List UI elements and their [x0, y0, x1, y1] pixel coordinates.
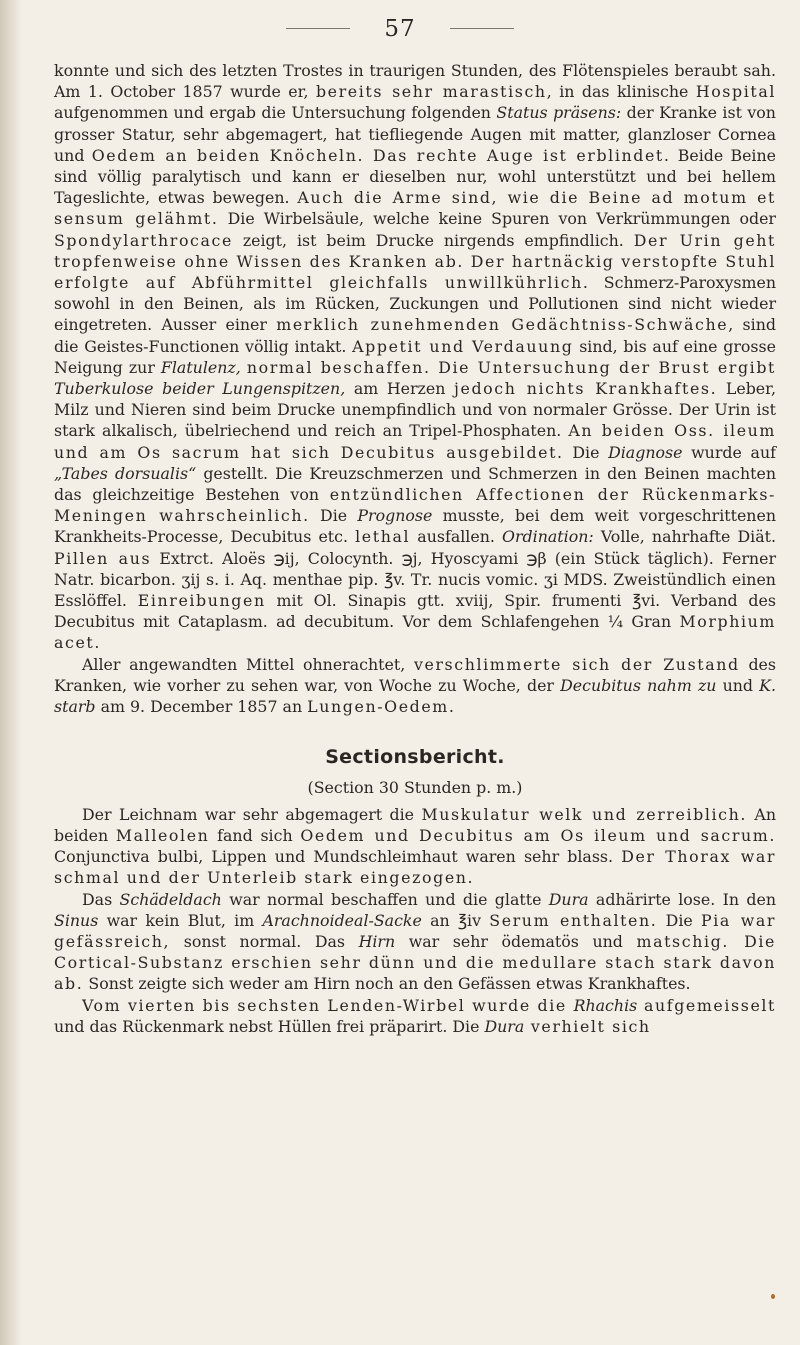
paragraph-autopsy-spine: Vom vierten bis sechsten Lenden-Wirbel wurde die Rhachis aufgemeisselt und das Rückenmark nebst Hüllen frei präparirt. Die Dura verhielt sich [54, 995, 776, 1036]
ink-spot [771, 1294, 775, 1299]
paragraph-autopsy-skull: Das Schädeldach war normal beschaffen und die glatte Dura adhärirte lose. In den Sinus war kein Blut, im Arachnoideal-Sacke an ℥iv Serum enthalten. Die Pia war gefässreich, sonst normal. Das Hirn war sehr ödematös und matschig. Die Cortical-Substanz erschien sehr dünn und die medullare stach stark davon ab. Sonst zeigte sich weder am Hirn noch an den Gefässen etwas Krankhaftes. [54, 889, 777, 994]
page-number: 57 [384, 16, 416, 42]
section-title: Sectionsbericht. [325, 746, 505, 769]
header-rule-right [450, 28, 514, 29]
page-header [0, 14, 800, 44]
page-body [54, 60, 776, 1037]
paragraph-autopsy-body: Der Leichnam war sehr abgemagert die Muskulatur welk und zerreiblich. An beiden Malleolen fand sich Oedem und Decubitus am Os ileum und sacrum. Conjunctiva bulbi, Lippen und Mundschleimhaut waren sehr blass. Der Thorax war schmal und der Unterleib stark eingezogen. [54, 804, 776, 888]
paragraph-case-history: konnte und sich des letzten Trostes in traurigen Stunden, des Flötenspieles beraubt sah. Am 1. October 1857 wurde er, bereits sehr marastisch, in das klinische Hospital aufgenommen und ergab die Untersuchung folgenden Status präsens: der Kranke ist von grosser Statur, sehr abgemagert, hat tiefliegende Augen mit matter, glanzloser Cornea und Oedem an beiden Knöcheln. Das rechte Auge ist erblindet. Beide Beine sind völlig paralytisch und kann er dieselben nur, wohl unterstützt und bei hellem Tageslichte, etwas bewegen. Auch die Arme sind, wie die Beine ad motum et sensum gelähmt. Die Wirbelsäule, welche keine Spuren von Verkrümmungen oder Spondylarthrocace zeigt, ist beim Drucke nirgends empfindlich. Der Urin geht tropfenweise ohne Wissen des Kranken ab. Der hartnäckig verstopfte Stuhl erfolgte auf Abführmittel gleichfalls unwillkührlich. Schmerz-Paroxysmen sowohl in den Beinen, als im Rücken, Zuckungen und Pollutionen sind nicht wieder eingetreten. Ausser einer merklich zunehmenden Gedächtniss-Schwäche, sind die Geistes-Functionen völlig intakt. Appetit und Verdauung sind, bis auf eine grosse Neigung zur Flatulenz, normal beschaffen. Die Untersuchung der Brust ergibt Tuberkulose beider Lungenspitzen, am Herzen jedoch nichts Krankhaftes. Leber, Milz und Nieren sind beim Drucke unempfindlich und von normaler Grösse. Der Urin ist stark alkalisch, übelriechend und reich an Tripel-Phosphaten. An beiden Oss. ileum und am Os sacrum hat sich Decubitus ausgebildet. Die Diagnose wurde auf „Tabes dorsualis“ gestellt. Die Kreuzschmerzen und Schmerzen in den Beinen machten das gleichzeitige Bestehen von entzündlichen Affectionen der Rückenmarks-Meningen wahrscheinlich. Die Prognose musste, bei dem weit vorgeschrittenen Krankheits-Processe, Decubitus etc. lethal ausfallen. Ordination: Volle, nahrhafte Diät. Pillen aus Extrct. Aloës ℈ij, Colocynth. ℈j, Hyoscyami ℈β (ein Stück täglich). Ferner Natr. bicarbon. ʒij s. i. Aq. menthae pip. ℥v. Tr. nucis vomic. ʒi MDS. Zweistündlich einen Esslöffel. Einreibungen mit Ol. Sinapis gtt. xviij, Spir. frumenti ℥vi. Verband des Decubitus mit Cataplasm. ad decubitum. Vor dem Schlafengehen ¼ Gran Morphium acet. [54, 61, 777, 653]
section-subtitle: (Section 30 Stunden p. m.) [307, 777, 523, 797]
book-gutter [0, 0, 22, 1345]
paragraph-outcome: Aller angewandten Mittel ohnerachtet, verschlimmerte sich der Zustand des Kranken, wie vorher zu sehen war, von Woche zu Woche, der Decubitus nahm zu und K. starb am 9. December 1857 an Lungen-Oedem. [54, 654, 777, 717]
